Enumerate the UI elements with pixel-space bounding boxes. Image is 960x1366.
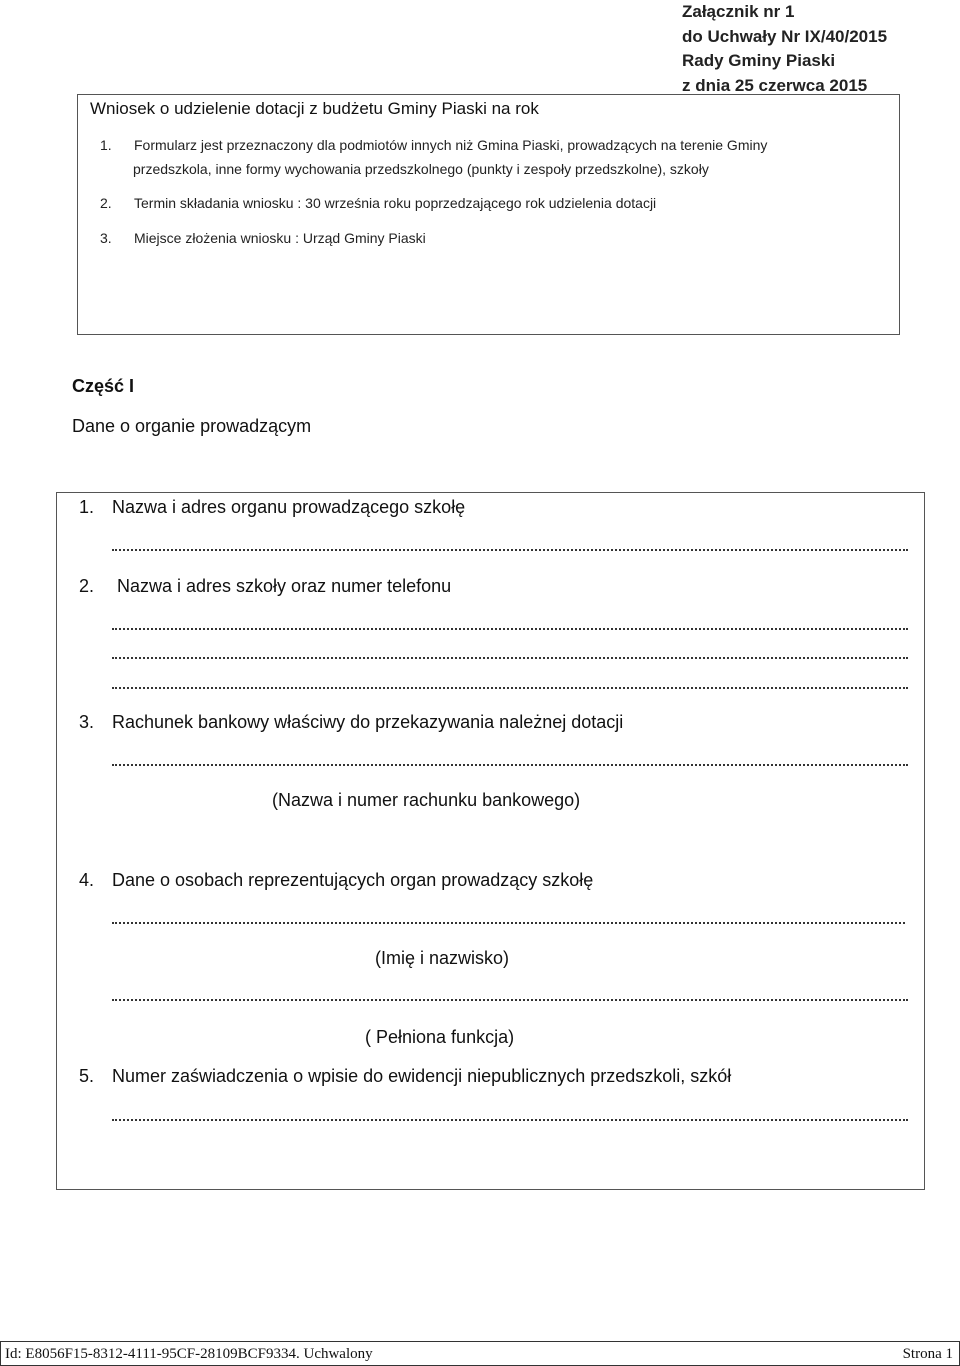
info-item-text: Formularz jest przeznaczony dla podmiotów innych niż Gmina Piaski, prowadzących na terenie Gminy [134,137,768,153]
part-title: Część I [72,376,135,396]
info-item-number: 3. [100,230,112,246]
info-item-text: Miejsce złożenia wniosku : Urząd Gminy Piaski [134,230,426,246]
question-number: 2. [79,576,95,596]
q2-answer-field-1[interactable] [112,627,908,630]
question-label: Nazwa i adres szkoły oraz numer telefonu [112,576,452,596]
q3-answer-field[interactable] [112,763,908,766]
q5-answer-field[interactable] [112,1118,908,1121]
question-number: 3. [79,712,95,732]
document-footer [0,1341,960,1366]
function-caption: ( Pełniona funkcja) [365,1027,515,1047]
question-number: 1. [79,497,95,517]
info-item-text: Termin składania wniosku : 30 września roku poprzedzającego rok udzielenia dotacji [134,195,657,211]
applicant-form [56,492,925,1190]
question-3 [79,712,623,733]
info-item-3 [100,226,426,250]
application-title: Wniosek o udzielenie dotacji z budżetu Gminy Piaski na rok [90,99,539,118]
name-caption: (Imię i nazwisko) [375,948,510,968]
question-number: 4. [79,870,95,890]
question-label: Numer zaświadczenia o wpisie do ewidencji niepublicznych przedszkoli, szkół [112,1066,732,1086]
question-label: Dane o osobach reprezentujących organ prowadzący szkołę [112,870,594,890]
question-2 [79,576,451,597]
attachment-header [682,0,887,98]
attachment-line-4: z dnia 25 czerwca 2015 [682,75,868,95]
question-5 [79,1066,731,1087]
q2-answer-field-2[interactable] [112,656,908,659]
q4-name-field[interactable] [112,921,905,924]
attachment-line-2: do Uchwały Nr IX/40/2015 [682,26,888,46]
info-item-2 [100,191,656,215]
bank-account-caption: (Nazwa i numer rachunku bankowego) [272,790,581,810]
part-subtitle: Dane o organie prowadzącym [72,416,312,436]
question-4 [79,870,593,891]
page-number: Strona 1 [902,1346,953,1362]
question-1 [79,497,465,518]
q2-answer-field-3[interactable] [112,686,908,689]
document-id: Id: E8056F15-8312-4111-95CF-28109BCF9334. Uchwalony [5,1346,373,1362]
q1-answer-field[interactable] [112,548,908,551]
attachment-line-1: Załącznik nr 1 [682,2,795,21]
question-number: 5. [79,1066,95,1086]
info-item-1-continuation: przedszkola, inne formy wychowania przedszkolnego (punkty i zespoły przedszkolne), szkoły [133,161,709,177]
question-label: Rachunek bankowy właściwy do przekazywania należnej dotacji [112,712,624,732]
question-label: Nazwa i adres organu prowadzącego szkołę [112,497,466,517]
attachment-line-3: Rady Gminy Piaski [682,51,836,70]
q4-function-field[interactable] [112,998,908,1001]
info-item-number: 2. [100,195,112,211]
info-item-1 [100,133,767,157]
info-item-number: 1. [100,137,112,153]
info-box [77,94,900,335]
